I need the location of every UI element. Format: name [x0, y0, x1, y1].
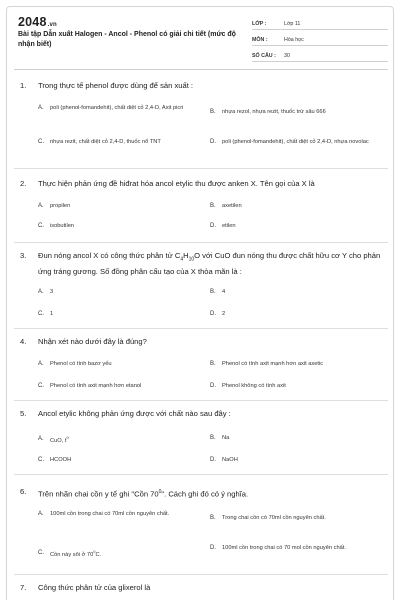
option-text	[50, 434, 206, 445]
option-c[interactable]	[38, 382, 206, 391]
option-b[interactable]	[210, 288, 380, 297]
option-text: 100ml cồn trong chai có 70ml cồn nguyên chất.	[50, 511, 170, 517]
stem-part: O với CuO đun nóng thu được chất hữu cơ Y cho phản ứng tráng gương. Số đồng phân cấu tạo của X thỏa mãn là :	[38, 251, 381, 277]
option-letter: B.	[210, 435, 216, 441]
question-number: 5.	[20, 409, 27, 418]
question-text	[38, 486, 382, 501]
question-number: 1.	[20, 81, 27, 90]
question-stem	[20, 486, 382, 501]
option-letter: A.	[38, 105, 44, 111]
question-number: 2.	[20, 179, 27, 188]
question-stem	[20, 582, 382, 595]
question-5	[20, 408, 382, 463]
option-c[interactable]	[38, 138, 206, 147]
option-text: Phenol có tính axit mạnh hơn axit axetic	[222, 361, 324, 367]
option-c[interactable]	[38, 548, 206, 559]
option-b[interactable]	[210, 434, 380, 443]
option-d[interactable]	[210, 382, 380, 391]
question-text: Nhận xét nào dưới đây là đúng?	[38, 337, 147, 346]
header-divider	[14, 69, 388, 70]
option-a[interactable]	[38, 360, 206, 369]
option-d[interactable]	[210, 310, 380, 319]
option-letter: C.	[38, 139, 44, 145]
option-a[interactable]	[38, 288, 206, 297]
option-part: CuO, t	[50, 437, 67, 444]
option-text: Phenol không có tính axit	[222, 383, 286, 389]
option-letter: C.	[38, 223, 44, 229]
question-stem	[20, 178, 382, 191]
option-c[interactable]	[38, 222, 206, 231]
option-letter: B.	[210, 203, 216, 209]
question-divider	[14, 400, 388, 401]
subscript: 4	[180, 256, 184, 263]
stem-part: Đun nóng ancol X có công thức phân tử C	[38, 251, 181, 260]
option-text: etilen	[222, 223, 236, 229]
option-d[interactable]	[210, 138, 380, 147]
document-title: Bài tập Dẫn xuất Halogen - Ancol - Phenol có giải chi tiết (mức độ nhận biết)	[18, 31, 236, 48]
question-text: Thực hiện phản ứng đề hiđrat hóa ancol etylic thu được anken X. Tên gọi của X là	[38, 179, 315, 188]
question-text: Ancol etylic không phản ứng được với chất nào sau đây :	[38, 409, 231, 418]
meta-value: 30	[284, 53, 290, 59]
option-letter: C.	[38, 383, 44, 389]
option-text: 2	[222, 311, 226, 317]
meta-key: SỐ CÂU :	[252, 53, 276, 59]
option-text: 3	[50, 289, 54, 295]
option-text: nhựa rezit, chất diệt cỏ 2,4-D, thuốc nổ TNT	[50, 139, 161, 145]
option-letter: D.	[210, 545, 216, 551]
logo-text: 2048	[18, 15, 47, 29]
option-letter: C.	[38, 550, 44, 557]
option-text: HCOOH	[50, 457, 72, 463]
stem-part: Trên nhãn chai cồn y tế ghi "Cồn 70	[38, 489, 159, 499]
question-divider	[14, 168, 388, 169]
option-text: 100ml cồn trong chai có 70 mol cồn nguyên chất.	[222, 545, 346, 551]
stem-part: ". Cách ghi đó có ý nghĩa.	[161, 489, 249, 499]
option-text	[50, 548, 206, 559]
question-stem	[20, 336, 382, 349]
meta-row-grade	[252, 15, 388, 30]
option-text: nhựa rezol, nhựa rezit, thuốc trừ sâu 666	[222, 109, 326, 115]
option-letter: B.	[210, 515, 216, 521]
option-d[interactable]	[210, 456, 380, 465]
option-letter: A.	[38, 361, 44, 367]
option-letter: D.	[210, 383, 216, 389]
option-letter: A.	[38, 289, 44, 295]
option-text: poli (phenol-fomandehit), chất diệt cỏ 2,4-D, Axit picri	[50, 105, 184, 111]
site-logo[interactable]	[18, 15, 57, 29]
option-text: Trong chai cồn có 70ml cồn nguyên chất.	[222, 515, 326, 521]
option-text: poli (phenol-fomandehit), chất diệt cỏ 2,4-D, nhựa novolac	[222, 139, 369, 145]
meta-value: Lớp 11	[284, 21, 301, 27]
option-a[interactable]	[38, 104, 206, 113]
document-meta	[252, 15, 388, 63]
option-letter: B.	[210, 109, 216, 115]
document-header	[14, 12, 388, 66]
subscript: 10	[188, 256, 195, 263]
option-part: C.	[95, 551, 102, 558]
option-letter: B.	[210, 289, 216, 295]
option-a[interactable]	[38, 434, 206, 445]
option-letter: D.	[210, 223, 216, 229]
option-text: 4	[222, 289, 226, 295]
meta-key: LỚP :	[252, 21, 267, 27]
option-b[interactable]	[210, 360, 380, 369]
question-divider	[14, 574, 388, 575]
question-2	[20, 178, 382, 229]
option-d[interactable]	[210, 544, 380, 553]
option-letter: A.	[38, 436, 44, 443]
question-7	[20, 582, 382, 595]
question-divider	[14, 242, 388, 243]
option-text: isobutilen	[50, 223, 75, 229]
superscript: 0	[66, 435, 69, 440]
question-text: Trong thực tế phenol được dùng để sản xuất :	[38, 81, 194, 90]
option-letter: C.	[38, 311, 44, 317]
option-text: NaOH	[222, 457, 238, 463]
option-letter: A.	[38, 511, 44, 517]
option-letter: A.	[38, 203, 44, 209]
option-text: propilen	[50, 203, 71, 209]
meta-row-count	[252, 47, 388, 62]
option-c[interactable]	[38, 456, 206, 465]
meta-row-subject	[252, 31, 388, 46]
option-a[interactable]	[38, 202, 206, 211]
option-letter: B.	[210, 361, 216, 367]
question-stem	[20, 408, 382, 421]
question-1	[20, 80, 382, 145]
option-c[interactable]	[38, 310, 206, 319]
question-number: 6.	[20, 487, 27, 496]
question-text: Công thức phân tử của glixerol là	[38, 583, 151, 592]
logo-suffix: .vn	[47, 22, 57, 28]
option-text: Phenol có tính axit mạnh hơn etanol	[50, 383, 142, 389]
question-3	[20, 250, 382, 317]
option-letter: D.	[210, 139, 216, 145]
option-b[interactable]	[210, 514, 380, 523]
question-divider	[14, 474, 388, 475]
question-4	[20, 336, 382, 389]
meta-key: MÔN :	[252, 37, 268, 43]
question-6	[20, 486, 382, 558]
superscript: 0	[158, 489, 162, 495]
meta-value: Hóa học	[284, 37, 304, 43]
stem-part: H	[183, 251, 189, 260]
option-letter: C.	[38, 457, 44, 463]
option-letter: D.	[210, 311, 216, 317]
question-text	[38, 250, 382, 279]
option-b[interactable]	[210, 202, 380, 211]
option-letter: D.	[210, 457, 216, 463]
question-stem	[20, 80, 382, 93]
option-a[interactable]	[38, 510, 206, 519]
question-number: 4.	[20, 337, 27, 346]
option-text: Na	[222, 435, 230, 441]
option-text: axetilen	[222, 203, 242, 209]
question-number: 3.	[20, 251, 27, 260]
option-d[interactable]	[210, 222, 380, 231]
option-text: Phenol có tính bazơ yếu	[50, 361, 112, 367]
question-stem	[20, 250, 382, 279]
option-text: 1	[50, 311, 54, 317]
question-divider	[14, 328, 388, 329]
question-number: 7.	[20, 583, 27, 592]
option-part: Cồn này sôi ở 70	[50, 551, 94, 558]
superscript: 0	[93, 549, 96, 554]
option-b[interactable]	[210, 108, 380, 117]
